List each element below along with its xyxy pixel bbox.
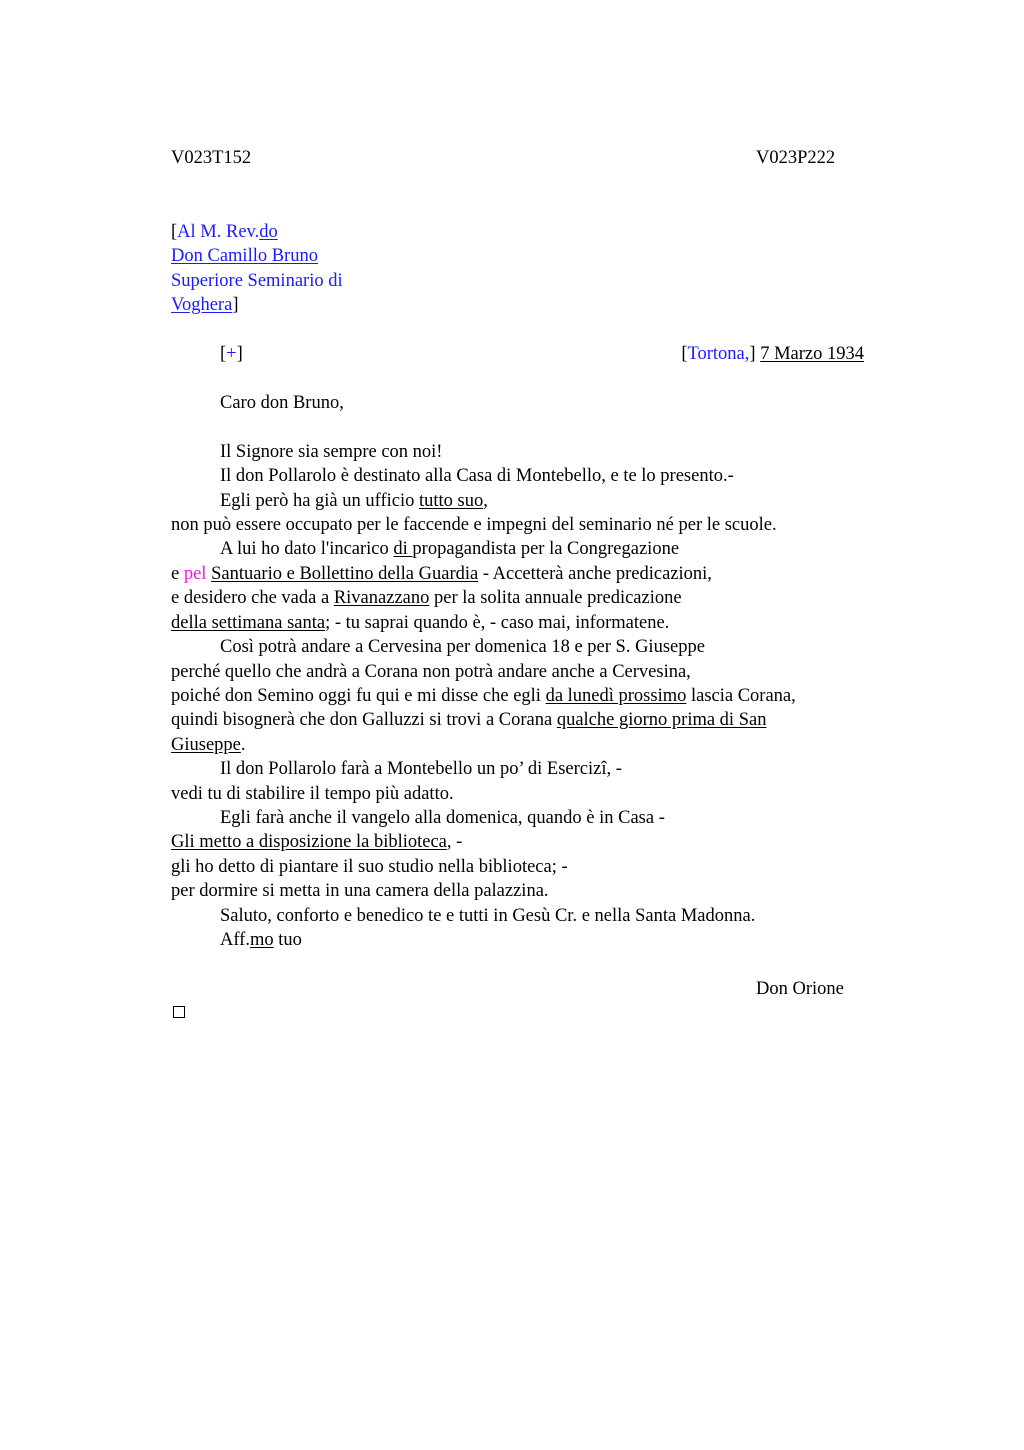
- body-line: Il Signore sia sempre con noi!: [220, 442, 443, 462]
- address-line-1: [171, 220, 278, 244]
- text: , -: [446, 832, 463, 852]
- bracket: [: [171, 222, 178, 242]
- body-line: [220, 489, 488, 513]
- text: quindi bisognerà che don Galluzzi si trovi a Corana: [171, 710, 557, 730]
- text: .: [240, 735, 246, 755]
- address-recipient-title-suffix: do: [259, 222, 278, 242]
- underlined-text: di: [393, 539, 413, 559]
- body-line: [171, 733, 246, 757]
- body-line: [171, 611, 669, 635]
- letter-date: 7 Marzo 1934: [760, 344, 864, 364]
- underlined-text: qualche giorno prima di San: [556, 710, 767, 730]
- text: Egli però ha già un ufficio: [220, 491, 419, 511]
- underlined-text: Gli metto a disposizione la biblioteca: [171, 832, 447, 852]
- text: , -: [606, 759, 622, 779]
- body-line: Il don Pollarolo è destinato alla Casa di Montebello, e te lo presento.-: [220, 466, 734, 486]
- body-line: [171, 684, 796, 708]
- underlined-text: della settimana santa: [171, 613, 326, 633]
- body-line: [171, 562, 712, 586]
- variant-text: pel: [183, 564, 207, 584]
- body-line: vedi tu di stabilire il tempo più adatto.: [171, 784, 454, 804]
- text: propagandista per la Congregazione: [412, 539, 680, 559]
- body-line: Saluto, conforto e benedico te e tutti in Gesù Cr. e nella Santa Madonna.: [220, 906, 756, 926]
- text: A lui ho dato l'incarico: [220, 539, 394, 559]
- place-name: Tortona,: [687, 344, 750, 364]
- text: ; - tu saprai quando è, - caso mai, informatene.: [325, 613, 670, 633]
- underlined-text: mo: [249, 930, 274, 950]
- text: Aff.: [220, 930, 250, 950]
- body-line: [220, 537, 679, 561]
- text: Il don Pollarolo farà a Montebello un po’ di Esercizî: [220, 759, 607, 779]
- address-line-3: Superiore Seminario di: [171, 271, 343, 291]
- text: lascia Corana,: [686, 686, 796, 706]
- body-line: Egli farà anche il vangelo alla domenica, quando è in Casa -: [220, 808, 665, 828]
- address-recipient-title: Al M. Rev.: [177, 222, 260, 242]
- text: per la solita annuale predicazione: [429, 588, 682, 608]
- underlined-text: Giuseppe: [171, 735, 241, 755]
- bracket: ]: [236, 344, 243, 364]
- document-code-right: V023P222: [756, 148, 836, 168]
- underlined-text: tutto suo: [419, 491, 484, 511]
- underlined-text: da lunedì prossimo: [545, 686, 687, 706]
- body-line: [220, 757, 622, 781]
- underlined-text: Rivanazzano: [333, 588, 430, 608]
- bracket: [: [220, 344, 227, 364]
- body-line: Così potrà andare a Cervesina per domenica 18 e per S. Giuseppe: [220, 637, 705, 657]
- text: ,: [483, 491, 488, 511]
- bracket: [: [681, 344, 688, 364]
- dateline: [681, 342, 864, 366]
- document-code-left: V023T152: [171, 148, 252, 168]
- body-line: per dormire si metta in una camera della palazzina.: [171, 881, 549, 901]
- underlined-text: Santuario e Bollettino della Guardia: [211, 564, 479, 584]
- body-line: [171, 830, 462, 854]
- cross-symbol: +: [226, 344, 237, 364]
- end-marker-box: [173, 1006, 185, 1018]
- address-line-2: Don Camillo Bruno: [171, 246, 318, 266]
- signature: Don Orione: [756, 979, 844, 999]
- text: - Accetterà anche predicazioni,: [478, 564, 712, 584]
- body-line: gli ho detto di piantare il suo studio nella biblioteca; -: [171, 857, 568, 877]
- text: e: [171, 564, 184, 584]
- text: tuo: [273, 930, 302, 950]
- text: e desidero che vada a: [171, 588, 334, 608]
- body-line: non può essere occupato per le faccende e impegni del seminario né per le scuole.: [171, 515, 777, 535]
- body-line: perché quello che andrà a Corana non potrà andare anche a Cervesina,: [171, 662, 691, 682]
- text: poiché don Semino oggi fu qui e mi disse che egli: [171, 686, 546, 706]
- address-city: Voghera: [171, 295, 233, 315]
- body-line: [171, 586, 682, 610]
- cross-mark: [220, 342, 243, 366]
- bracket: ]: [749, 344, 756, 364]
- salutation: Caro don Bruno,: [220, 393, 344, 413]
- closing: [220, 928, 302, 952]
- address-line-4: [171, 293, 238, 317]
- bracket: ]: [232, 295, 239, 315]
- body-line: [171, 708, 766, 732]
